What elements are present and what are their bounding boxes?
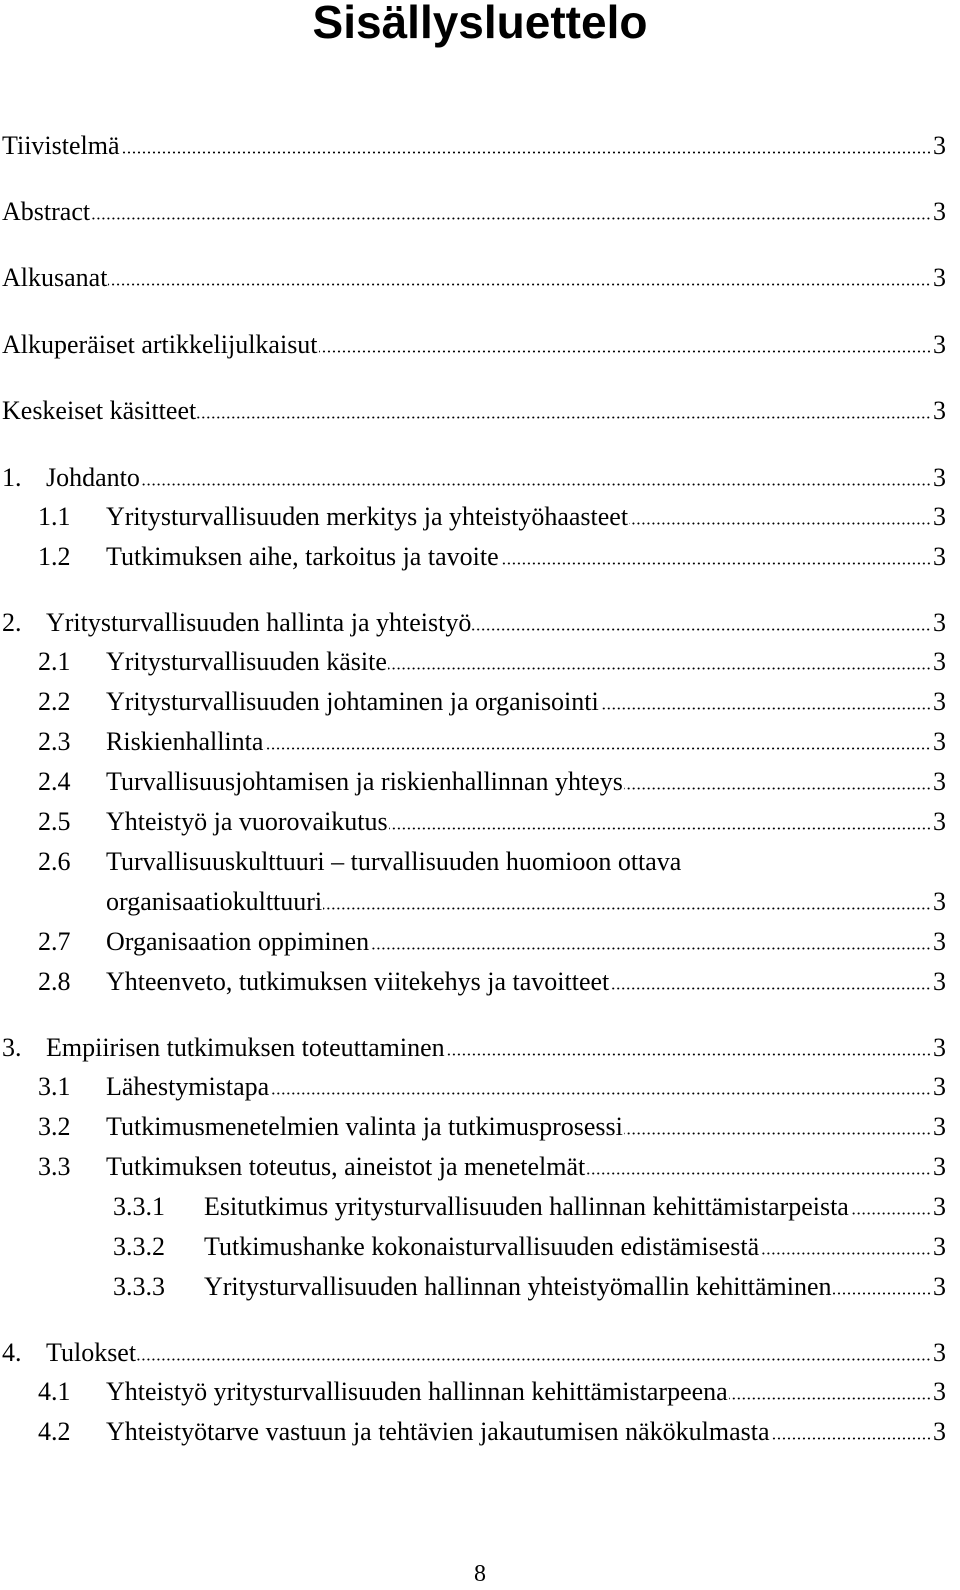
dot-leader (729, 1397, 931, 1400)
toc-number: 3.3.1 (113, 1192, 165, 1221)
toc-number: 4.1 (38, 1377, 71, 1406)
dot-leader (389, 827, 931, 830)
toc-page-number: 3 (933, 263, 946, 292)
dot-leader (319, 350, 931, 353)
toc-section-4-2[interactable] (38, 1416, 946, 1448)
toc-entry-text: Alkuperäiset artikkelijulkaisut (2, 330, 318, 359)
dot-leader (760, 1252, 931, 1255)
toc-page-number: 3 (933, 1232, 946, 1261)
toc-section-2-7[interactable] (38, 926, 946, 958)
toc-page-number: 3 (933, 1338, 946, 1367)
toc-chapter-1[interactable] (2, 462, 946, 494)
toc-number: 2.1 (38, 647, 71, 676)
toc-page-number: 3 (933, 463, 946, 492)
toc-section-1-2[interactable] (38, 541, 946, 573)
toc-entry-keskeiset[interactable] (2, 395, 946, 427)
toc-number: 2.5 (38, 807, 71, 836)
toc-subsection-3-3-1[interactable] (113, 1191, 946, 1223)
toc-section-2-6-first-line[interactable] (38, 846, 681, 878)
toc-entry-text: Yhteistyö yritysturvallisuuden hallinnan kehittämistarpeena (106, 1377, 728, 1406)
dot-leader (270, 1092, 931, 1095)
toc-page-number: 3 (933, 197, 946, 226)
toc-entry-text: Organisaation oppiminen (106, 927, 370, 956)
toc-number: 1. (2, 463, 22, 492)
toc-section-2-4[interactable] (38, 766, 946, 798)
toc-number: 2.3 (38, 727, 71, 756)
toc-entry-text: Esitutkimus yritysturvallisuuden hallinnan kehittämistarpeista (204, 1192, 849, 1221)
toc-page-number: 3 (933, 927, 946, 956)
page-number: 8 (474, 1561, 486, 1587)
toc-page-number: 3 (933, 647, 946, 676)
toc-entry-text: Yhteistyö ja vuorovaikutus (106, 807, 388, 836)
dot-leader (121, 151, 931, 154)
dot-leader (833, 1292, 931, 1295)
toc-entry-tiivistelma[interactable] (2, 130, 946, 162)
toc-entry-text: Yritysturvallisuuden hallinta ja yhteistyö (46, 608, 472, 637)
toc-number: 3.3.3 (113, 1272, 165, 1301)
toc-entry-text: Alkusanat (2, 263, 108, 292)
dot-leader (108, 283, 931, 286)
toc-page-number: 3 (933, 542, 946, 571)
toc-entry-text: Yritysturvallisuuden johtaminen ja organisointi (106, 687, 599, 716)
toc-section-2-2[interactable] (38, 686, 946, 718)
dot-leader (500, 562, 931, 565)
toc-number: 2.7 (38, 927, 71, 956)
toc-entry-text: Johdanto (46, 463, 140, 492)
toc-entry-text: Yritysturvallisuuden merkitys ja yhteistyöhaasteet (106, 502, 629, 531)
toc-number: 3.3 (38, 1152, 71, 1181)
toc-entry-text: Tutkimuksen aihe, tarkoitus ja tavoite (106, 542, 499, 571)
toc-number: 3.3.2 (113, 1232, 165, 1261)
dot-leader (472, 628, 931, 631)
dot-leader (323, 907, 931, 910)
dot-leader (771, 1437, 931, 1440)
toc-entry-text: Tutkimuksen toteutus, aineistot ja menetelmät (106, 1152, 586, 1181)
toc-number: 1.1 (38, 502, 71, 531)
toc-entry-text: Yritysturvallisuuden hallinnan yhteistyömallin kehittäminen (204, 1272, 832, 1301)
dot-leader (137, 1358, 931, 1361)
toc-entry-text: Yhteistyötarve vastuun ja tehtävien jakautumisen näkökulmasta (106, 1417, 770, 1446)
toc-entry-text: Empiirisen tutkimuksen toteuttaminen (46, 1033, 445, 1062)
toc-entry-text: Yhteenveto, tutkimuksen viitekehys ja tavoitteet (106, 967, 610, 996)
toc-section-3-3[interactable] (38, 1151, 946, 1183)
toc-entry-alkusanat[interactable] (2, 262, 946, 294)
toc-number: 3.1 (38, 1072, 71, 1101)
toc-entry-text: Tutkimushanke kokonaisturvallisuuden edistämisestä (204, 1232, 760, 1261)
toc-page-number: 3 (933, 887, 946, 916)
toc-entry-text: Lähestymistapa (106, 1072, 270, 1101)
toc-section-2-1[interactable] (38, 646, 946, 678)
toc-entry-alkuperaiset[interactable] (2, 329, 946, 361)
toc-number: 2.6 (38, 847, 71, 876)
toc-page-number: 3 (933, 608, 946, 637)
toc-number: 2.4 (38, 767, 71, 796)
toc-entry-text: Turvallisuusjohtamisen ja riskienhallinnan yhteys (106, 767, 623, 796)
toc-page-number: 3 (933, 1417, 946, 1446)
dot-leader (141, 483, 931, 486)
toc-page-number: 3 (933, 1033, 946, 1062)
toc-section-2-5[interactable] (38, 806, 946, 838)
toc-entry-text: organisaatiokulttuuri (106, 887, 323, 916)
dot-leader (370, 947, 931, 950)
toc-entry-abstract[interactable] (2, 196, 946, 228)
toc-page-number: 3 (933, 687, 946, 716)
dot-leader (629, 522, 931, 525)
dot-leader (91, 217, 931, 220)
toc-entry-text: Abstract (2, 197, 91, 226)
toc-section-4-1[interactable] (38, 1376, 946, 1408)
toc-entry-text: Turvallisuuskulttuuri – turvallisuuden huomioon ottava (106, 847, 682, 876)
toc-entry-text: Tutkimusmenetelmien valinta ja tutkimusprosessi (106, 1112, 623, 1141)
toc-subsection-3-3-2[interactable] (113, 1231, 946, 1263)
toc-page-number: 3 (933, 502, 946, 531)
toc-section-3-1[interactable] (38, 1071, 946, 1103)
toc-section-1-1[interactable] (38, 501, 946, 533)
toc-number: 2. (2, 608, 22, 637)
dot-leader (850, 1212, 931, 1215)
toc-page-number: 3 (933, 330, 946, 359)
dot-leader (624, 787, 931, 790)
dot-leader (610, 987, 931, 990)
toc-page-number: 3 (933, 1152, 946, 1181)
toc-page-number: 3 (933, 767, 946, 796)
toc-page-number: 3 (933, 131, 946, 160)
toc-entry-text: Yritysturvallisuuden käsite (106, 647, 387, 676)
toc-number: 4. (2, 1338, 22, 1367)
dot-leader (600, 707, 931, 710)
toc-page-number: 3 (933, 1112, 946, 1141)
dot-leader (197, 416, 931, 419)
toc-page-number: 3 (933, 967, 946, 996)
dot-leader (586, 1172, 931, 1175)
toc-number: 3.2 (38, 1112, 71, 1141)
toc-page-number: 3 (933, 1272, 946, 1301)
toc-section-2-8[interactable] (38, 966, 946, 998)
toc-number: 3. (2, 1033, 22, 1062)
toc-section-3-2[interactable] (38, 1111, 946, 1143)
dot-leader (446, 1053, 931, 1056)
toc-entry-text: Keskeiset käsitteet (2, 396, 197, 425)
toc-entry-text: Riskienhallinta (106, 727, 264, 756)
toc-number: 2.2 (38, 687, 71, 716)
toc-chapter-4[interactable] (2, 1337, 946, 1369)
toc-entry-text: Tiivistelmä (2, 131, 120, 160)
toc-page-number: 3 (933, 727, 946, 756)
dot-leader (264, 747, 931, 750)
toc-page-number: 3 (933, 1072, 946, 1101)
toc-section-2-3[interactable] (38, 726, 946, 758)
toc-chapter-2[interactable] (2, 607, 946, 639)
toc-page-number: 3 (933, 1192, 946, 1221)
toc-page-number: 3 (933, 1377, 946, 1406)
page-title: Sisällysluettelo (312, 0, 648, 48)
toc-entry-text: Tulokset (46, 1338, 137, 1367)
toc-number: 2.8 (38, 967, 71, 996)
dot-leader (388, 667, 931, 670)
toc-number: 1.2 (38, 542, 71, 571)
toc-chapter-3[interactable] (2, 1032, 946, 1064)
toc-subsection-3-3-3[interactable] (113, 1271, 946, 1303)
toc-page-number: 3 (933, 807, 946, 836)
toc-section-2-6[interactable] (106, 886, 946, 918)
dot-leader (624, 1132, 931, 1135)
toc-page-number: 3 (933, 396, 946, 425)
toc-number: 4.2 (38, 1417, 71, 1446)
